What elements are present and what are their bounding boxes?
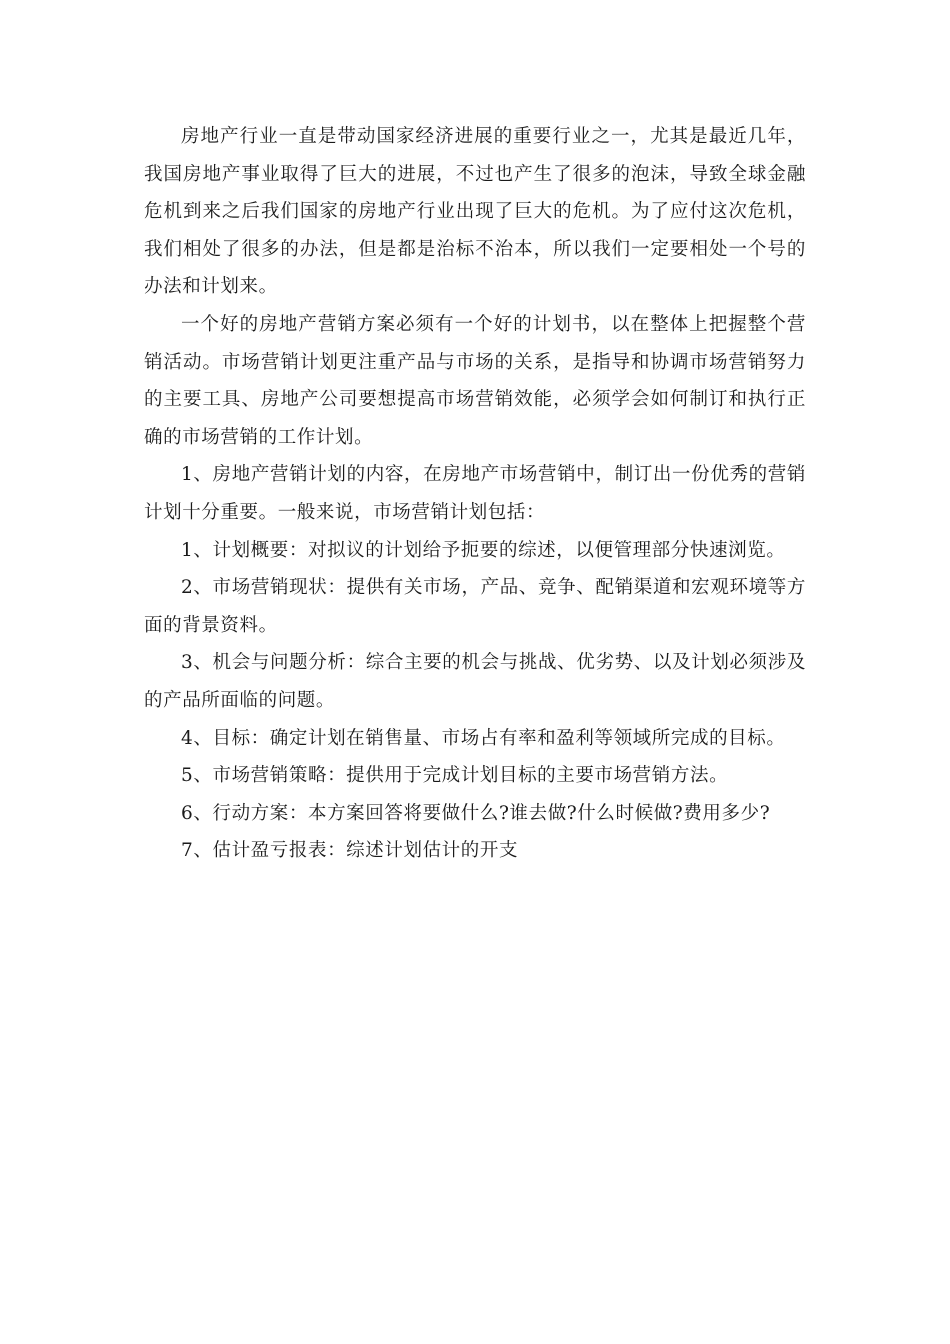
list-item-marketing-strategy: 5、市场营销策略：提供用于完成计划目标的主要市场营销方法。 (181, 765, 729, 787)
paragraph-intro: 房地产行业一直是带动国家经济进展的重要行业之一，尤其是最近几年，我国房地产事业取得了巨大的进展，不过也产生了很多的泡沫，导致全球金融危机到来之后我们国家的房地产行业出现了巨大的危机。为了应付这次危机，我们相处了很多的办法，但是都是治标不治本，所以我们一定要相处一个号的办法和计划来。 (144, 126, 806, 298)
paragraph-marketing-plan: 一个好的房地产营销方案必须有一个好的计划书，以在整体上把握整个营销活动。市场营销计划更注重产品与市场的关系，是指导和协调市场营销努力的主要工具、房地产公司要想提高市场营销效能，必须学会如何制订和执行正确的市场营销的工作计划。 (144, 313, 806, 448)
list-item-plan-summary: 1、计划概要：对拟议的计划给予扼要的综述，以便管理部分快速浏览。 (181, 539, 786, 561)
list-item-opportunity-analysis: 3、机会与问题分析：综合主要的机会与挑战、优劣势、以及计划必须涉及的产品所面临的问题。 (144, 652, 806, 711)
list-item-market-status: 2、市场营销现状：提供有关市场，产品、竞争、配销渠道和宏观环境等方面的背景资料。 (144, 577, 806, 636)
paragraph-plan-content: 1、房地产营销计划的内容，在房地产市场营销中，制订出一份优秀的营销计划十分重要。一般来说，市场营销计划包括： (144, 464, 806, 523)
list-item-action-plan: 6、行动方案：本方案回答将要做什么?谁去做?什么时候做?费用多少? (181, 802, 771, 824)
document-body (144, 118, 806, 870)
list-item-profit-loss-estimate: 7、估计盈亏报表：综述计划估计的开支 (181, 840, 519, 862)
list-item-objectives: 4、目标：确定计划在销售量、市场占有率和盈利等领域所完成的目标。 (181, 727, 786, 749)
